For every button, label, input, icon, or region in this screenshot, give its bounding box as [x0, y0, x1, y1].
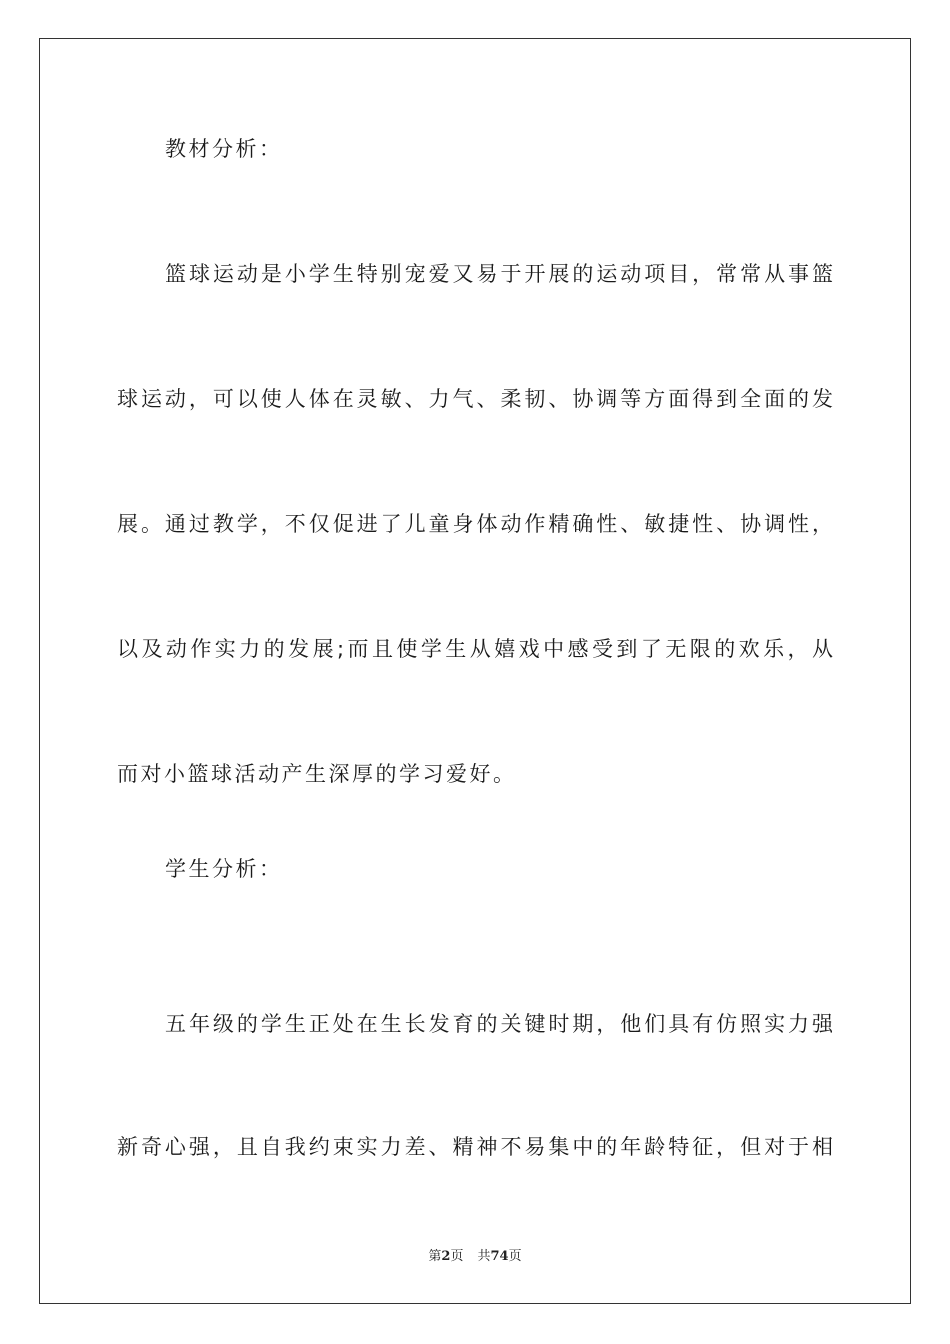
page-footer [0, 1248, 950, 1266]
section-heading-student-analysis: 学生分析： [165, 857, 283, 881]
paragraph-line: 展。通过教学，不仅促进了儿童身体动作精确性、敏捷性、协调性， [117, 512, 833, 536]
paragraph-line: 而对小篮球活动产生深厚的学习爱好。 [117, 762, 517, 786]
page-prefix: 第 [428, 1249, 442, 1264]
total-suffix: 页 [508, 1249, 522, 1264]
section-heading-material-analysis: 教材分析： [165, 137, 283, 161]
paragraph-line: 篮球运动是小学生特别宠爱又易于开展的运动项目，常常从事篮 [165, 262, 833, 286]
total-prefix: 共 [477, 1249, 491, 1264]
total-pages: 74 [490, 1249, 509, 1264]
page-frame [39, 38, 911, 1304]
paragraph-line: 新奇心强，且自我约束实力差、精神不易集中的年龄特征，但对于相 [117, 1135, 833, 1159]
page-number: 2 [441, 1249, 451, 1264]
page-suffix: 页 [450, 1249, 464, 1264]
paragraph-line: 以及动作实力的发展;而且使学生从嬉戏中感受到了无限的欢乐，从 [117, 637, 833, 661]
paragraph-line: 球运动，可以使人体在灵敏、力气、柔韧、协调等方面得到全面的发 [117, 387, 833, 411]
paragraph-line: 五年级的学生正处在生长发育的关键时期，他们具有仿照实力强 [165, 1012, 833, 1036]
